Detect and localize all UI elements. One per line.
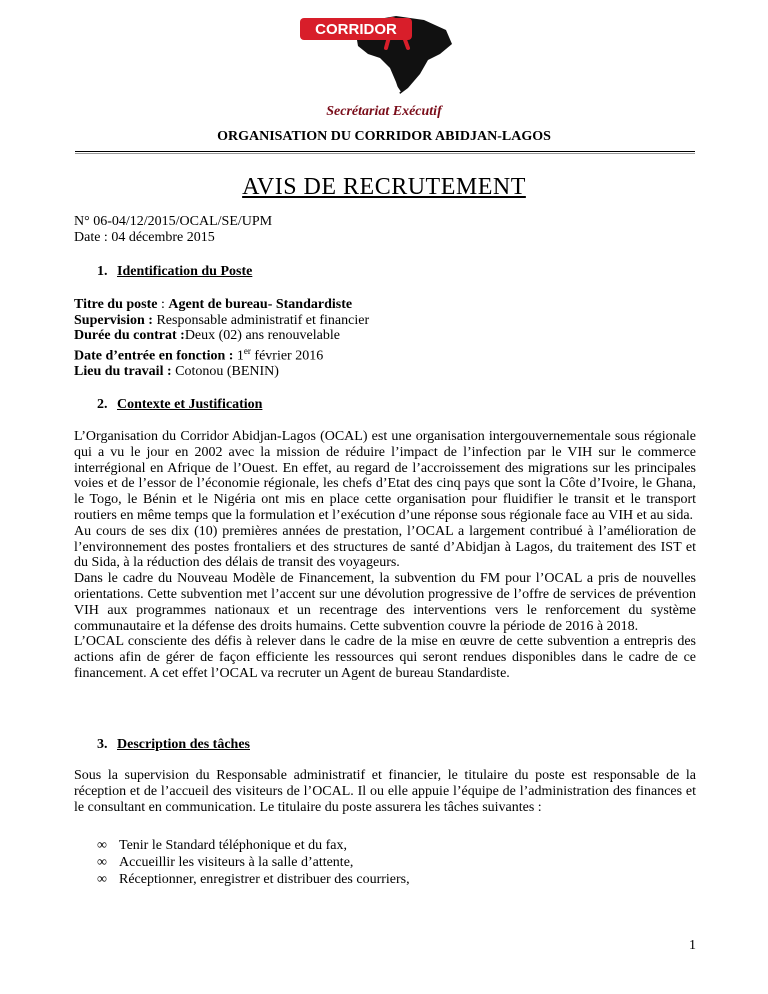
field-value: février 2016	[254, 348, 324, 364]
field-label: Durée du contrat :	[74, 328, 185, 344]
organisation-name: ORGANISATION DU CORRIDOR ABIDJAN-LAGOS	[217, 129, 551, 144]
list-item-text: Tenir le Standard téléphonique et du fax,	[119, 838, 347, 853]
contexte-text	[74, 429, 696, 682]
field-poste: Titre du poste : Agent de bureau- Standardiste	[74, 297, 353, 312]
field-value: Agent de bureau- Standardiste	[168, 297, 353, 312]
infinity-bullet-icon: ∞	[97, 838, 107, 853]
paragraph: Dans le cadre du Nouveau Modèle de Financement, la subvention du FM pour l’OCAL a pris de nouvelles orientations. Cette subvention met l’accent sur une dévolution progressive de l’offre de services de prévention VIH aux programmes nationaux et un recentrage des interventions vers le renforcement du système communautaire et la défense des droits humains. Cette subvention couvre la période de 2016 à 2018.	[74, 571, 696, 634]
field-value: Deux (02) ans renouvelable	[184, 328, 340, 344]
page-title: AVIS DE RECRUTEMENT	[242, 174, 526, 200]
section-heading-description	[97, 737, 250, 753]
secretariat-label: Secrétariat Exécutif	[326, 104, 442, 119]
document-meta	[74, 214, 272, 246]
list-item	[97, 872, 410, 889]
list-item-text: Accueillir les visiteurs à la salle d’attente,	[119, 854, 354, 870]
header-divider	[75, 151, 695, 152]
section-heading-identification	[97, 264, 252, 280]
field-lieu	[74, 364, 369, 380]
header-divider-secondary	[75, 153, 695, 154]
page-number: 1	[689, 938, 696, 953]
section-title: Description des tâches	[117, 737, 250, 752]
section-number: 1.	[97, 264, 108, 279]
paragraph: Sous la supervision du Responsable administratif et financier, le titulaire du poste est responsable de la réception et de l’accueil des visiteurs de l’OCAL. Il ou elle appuie l’équipe de l’administration des finances et le consultant en communication. Le titulaire du poste assurera les tâches suivantes :	[74, 768, 696, 815]
infinity-bullet-icon: ∞	[97, 871, 107, 887]
logo-wordmark: CORRIDOR	[315, 21, 397, 38]
field-label: Supervision :	[74, 312, 153, 328]
section-number: 2.	[97, 397, 108, 412]
section-title: Identification du Poste	[117, 264, 253, 279]
section-heading-contexte	[97, 397, 262, 413]
paragraph: L’OCAL consciente des défis à relever dans le cadre de la mise en œuvre de cette subvention a entrepris des actions afin de gérer de façon efficiente les ressources qui seront rendues disponibles dans le cadre de ce financement. A cet effet l’OCAL va recruter un Agent de bureau Standardiste.	[74, 634, 696, 681]
field-label: Date d’entrée en fonction :	[74, 348, 234, 364]
paragraph: L’Organisation du Corridor Abidjan-Lagos (OCAL) est une organisation intergouvernementale sous régionale qui a vu le jour en 2002 avec la mission de réduire l’impact de l’infection par le VIH sur le commerce interrégional en Afrique de l’Ouest. En effet, au regard de l’accroissement des migrations sur les principales voies et de l’essor de l’économie régionale, les chefs d’Etat des cinq pays que sont la Côte d’Ivoire, le Ghana, le Togo, le Bénin et le Nigéria ont mis en place cette organisation pour fluidifier le transit et le transport routiers en même temps que la formulation et l’exécution d’une réponse sous régionale face au VIH et au sida.	[74, 429, 696, 523]
list-item-text: Réceptionner, enregistrer et distribuer des courriers,	[119, 871, 410, 887]
infinity-bullet-icon: ∞	[97, 854, 107, 870]
field-value: Responsable administratif et financier	[156, 312, 370, 328]
africa-map-logo	[300, 4, 470, 96]
field-supervision	[74, 313, 369, 329]
field-label: Titre du poste	[74, 297, 158, 312]
field-label: Lieu du travail :	[74, 364, 172, 380]
field-date-entree	[74, 344, 369, 364]
section-number: 3.	[97, 737, 108, 752]
list-item	[97, 838, 410, 855]
task-list	[97, 838, 410, 888]
field-value: Cotonou (BENIN)	[175, 364, 279, 380]
document-date: Date : 04 décembre 2015	[74, 230, 215, 245]
field-value-superscript: er	[243, 345, 251, 356]
description-text	[74, 768, 696, 815]
corridor-logo	[300, 4, 470, 96]
field-duree	[74, 328, 369, 344]
paragraph: Au cours de ses dix (10) premières années de prestation, l’OCAL a largement contribué à l’amélioration de l’environnement des postes frontaliers et des structures de santé d’Abidjan à Lagos, du traitement des IST et du Sida, à la réduction des délais de transit des voyageurs.	[74, 523, 696, 571]
field-value: 1	[236, 348, 244, 364]
job-fields	[74, 297, 369, 380]
list-item	[97, 855, 410, 872]
section-title: Contexte et Justification	[117, 397, 263, 412]
reference-number: N° 06-04/12/2015/OCAL/SE/UPM	[74, 214, 273, 229]
